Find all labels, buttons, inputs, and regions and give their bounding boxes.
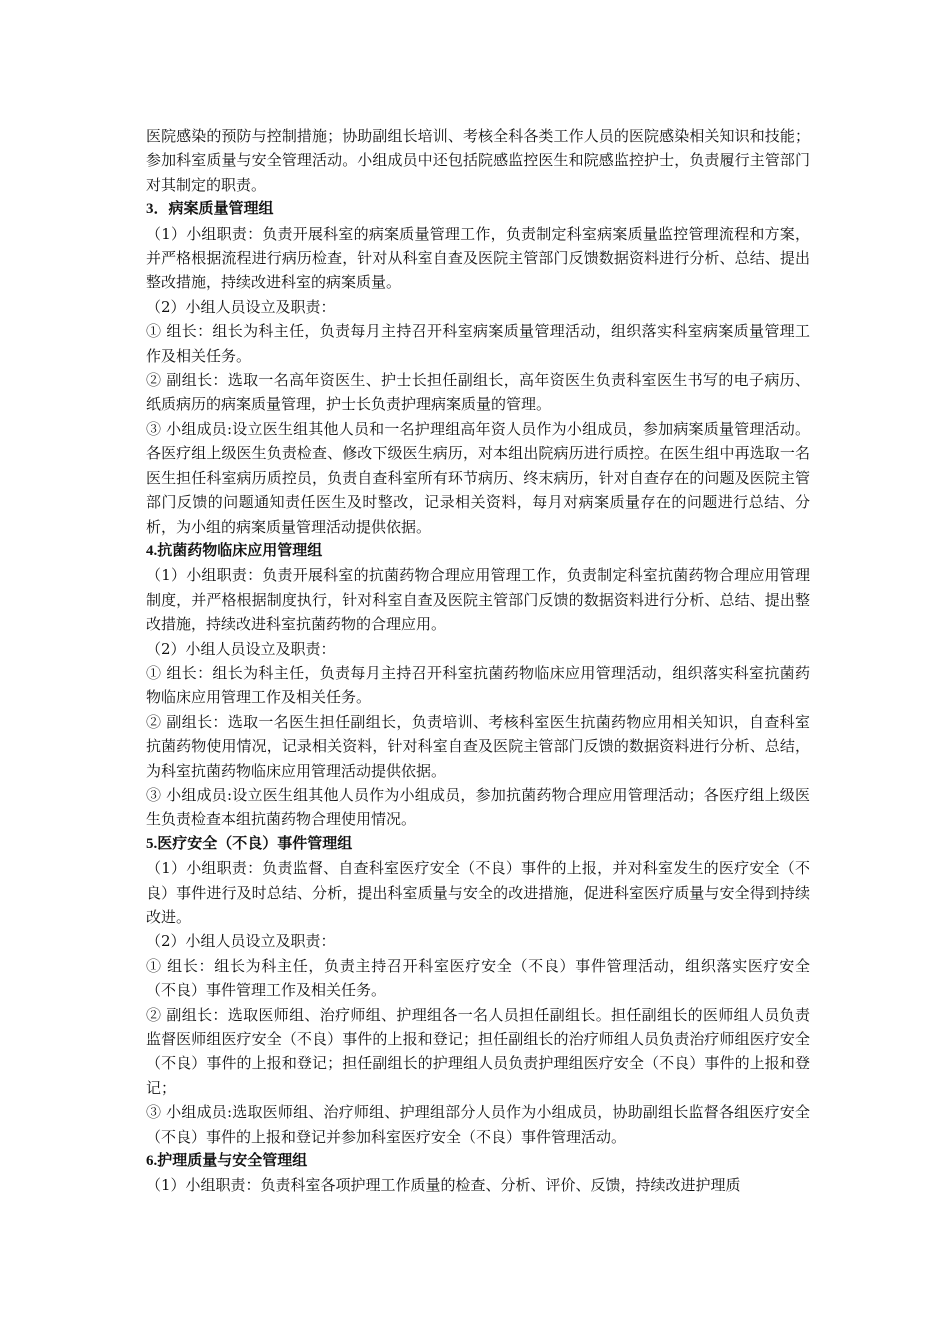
s3-staffing: （2）小组人员设立及职责： [146,297,336,316]
s4-leader: ① 组长：组长为科主任，负责每月主持召开科室抗菌药物临床应用管理活动，组织落实科室抗菌药物临床应用管理工作及相关任务。 [146,663,810,707]
section-5-heading: 5.医疗安全（不良）事件管理组 [146,835,353,852]
intro-paragraph: 医院感染的预防与控制措施；协助副组长培训、考核全科各类工作人员的医院感染相关知识和技能；参加科室质量与安全管理活动。小组成员中还包括院感监控医生和院感监控护士，负责履行主管部门对其制定的职责。 [146,127,810,194]
s5-leader: ① 组长：组长为科主任，负责主持召开科室医疗安全（不良）事件管理活动，组织落实医疗安全（不良）事件管理工作及相关任务。 [146,956,810,1000]
s3-deputy: ② 副组长：选取一名高年资医生、护士长担任副组长，高年资医生负责科室医生书写的电子病历、纸质病历的病案质量管理，护士长负责护理病案质量的管理。 [146,371,810,414]
section-3-heading: 3．病案质量管理组 [146,201,274,218]
s4-members: ③ 小组成员:设立医生组其他人员作为小组成员，参加抗菌药物合理应用管理活动；各医疗组上级医生负责检查本组抗菌药物合理使用情况。 [146,785,810,829]
s5-deputy: ② 副组长：选取医师组、治疗师组、护理组各一名人员担任副组长。担任副组长的医师组人员负责监督医师组医疗安全（不良）事件的上报和登记；担任副组长的治疗师组人员负责治疗师组医疗安全（不良）事件的上报和登记；担任副组长的护理组人员负责护理组医疗安全（不良）事件的上报和登记； [146,1005,810,1097]
section-6-heading: 6.护理质量与安全管理组 [146,1153,308,1170]
section-4-heading: 4.抗菌药物临床应用管理组 [146,542,323,559]
s5-duties: （1）小组职责：负责监督、自查科室医疗安全（不良）事件的上报，并对科室发生的医疗安全（不良）事件进行及时总结、分析，提出科室质量与安全的改进措施，促进科室医疗质量与安全得到持续改进。 [146,859,810,926]
s5-members: ③ 小组成员:选取医师组、治疗师组、护理组部分人员作为小组成员，协助副组长监督各组医疗安全（不良）事件的上报和登记并参加科室医疗安全（不良）事件管理活动。 [146,1103,810,1146]
s6-duties: （1）小组职责：负责科室各项护理工作质量的检查、分析、评价、反馈，持续改进护理质 [146,1176,741,1195]
s4-duties: （1）小组职责：负责开展科室的抗菌药物合理应用管理工作，负责制定科室抗菌药物合理应用管理制度，并严格根据制度执行，针对科室自查及医院主管部门反馈的数据资料进行分析、总结、提出整改措施，持续改进科室抗菌药物的合理应用。 [146,566,810,634]
s3-members: ③ 小组成员:设立医生组其他人员和一名护理组高年资人员作为小组成员，参加病案质量管理活动。各医疗组上级医生负责检查、修改下级医生病历，对本组出院病历进行质控。在医生组中再选取一名医生担任科室病历质控员，负责自查科室所有环节病历、终末病历，针对自查存在的问题及医院主管部门反馈的问题通知责任医生及时整改，记录相关资料，每月对病案质量存在的问题进行总结、分析，为小组的病案质量管理活动提供依据。 [146,419,810,536]
s4-deputy: ② 副组长：选取一名医生担任副组长，负责培训、考核科室医生抗菌药物应用相关知识，自查科室抗菌药物使用情况，记录相关资料，针对科室自查及医院主管部门反馈的数据资料进行分析、总结，为科室抗菌药物临床应用管理活动提供依据。 [146,712,810,780]
s3-leader: ① 组长：组长为科主任，负责每月主持召开科室病案质量管理活动，组织落实科室病案质量管理工作及相关任务。 [146,322,810,365]
s4-staffing: （2）小组人员设立及职责： [146,639,336,658]
s3-duties: （1）小组职责：负责开展科室的病案质量管理工作，负责制定科室病案质量监控管理流程和方案，并严格根据流程进行病历检查，针对从科室自查及医院主管部门反馈数据资料进行分析、总结、提出整改措施，持续改进科室的病案质量。 [146,224,810,292]
document-page [146,124,810,1198]
s5-staffing: （2）小组人员设立及职责： [146,932,336,951]
